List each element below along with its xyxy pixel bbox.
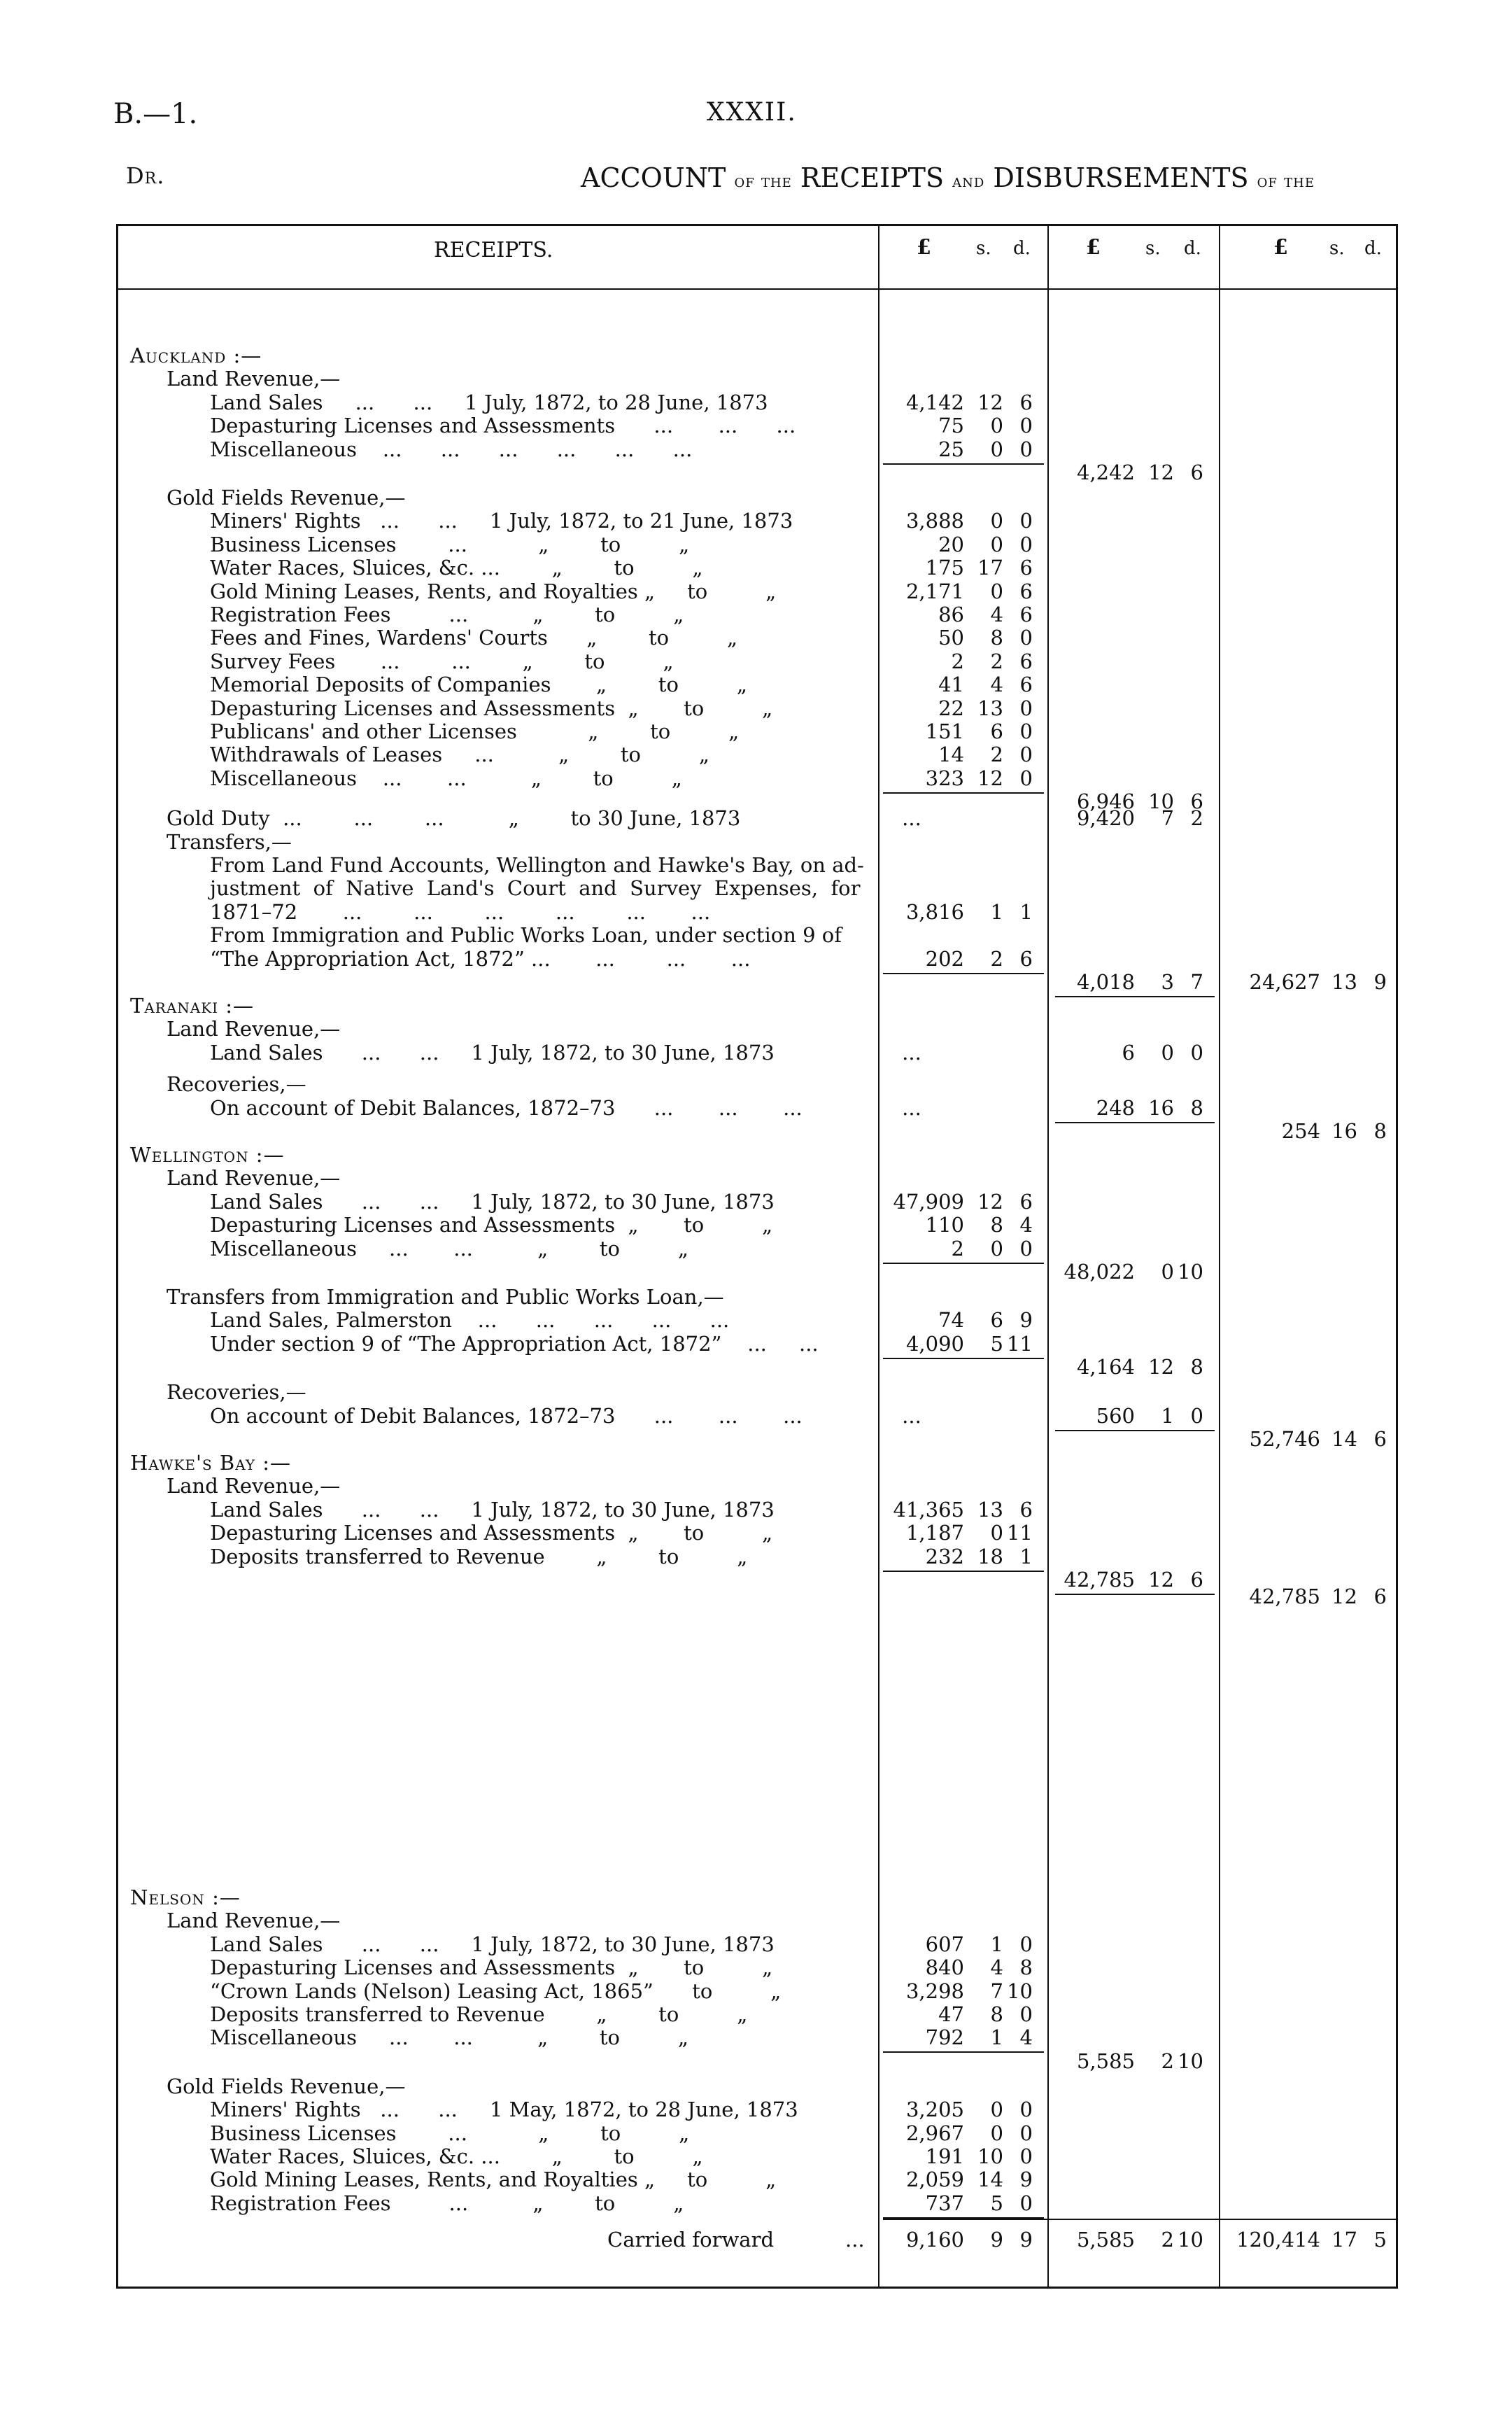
c3-pence-cell: 8 bbox=[1373, 1119, 1387, 1143]
line-item-label: Depasturing Licenses and Assessments „ to „ bbox=[210, 1955, 773, 1980]
line-item-label: Business Licenses ... „ to „ bbox=[210, 2121, 690, 2145]
line-item-label: Memorial Deposits of Companies „ to „ bbox=[210, 673, 747, 697]
c1-shillings-cell: 0 bbox=[990, 532, 1003, 556]
c1-pounds-cell: 2,171 bbox=[905, 579, 964, 603]
c1-shillings-cell: 0 bbox=[990, 509, 1003, 533]
c3-shillings-cell: 13 bbox=[1331, 970, 1357, 994]
c1-pounds-cell: 4,142 bbox=[905, 390, 964, 414]
c1-pounds-cell: 2,059 bbox=[905, 2168, 964, 2192]
c1-pence-cell: 8 bbox=[1019, 1955, 1033, 1980]
c1-pence-cell: 6 bbox=[1019, 556, 1033, 580]
c1-shillings-cell: 13 bbox=[977, 1497, 1003, 1522]
c3-shillings-cell: 14 bbox=[1331, 1427, 1357, 1451]
c1-pence-cell: 6 bbox=[1019, 673, 1033, 697]
c1-pence-cell: 0 bbox=[1019, 2002, 1033, 2026]
sum-rule bbox=[1055, 996, 1215, 997]
c1-pounds-cell: 41,365 bbox=[893, 1497, 964, 1522]
carried-forward-c3-shillings: 17 bbox=[1331, 2228, 1357, 2252]
c1-pounds-cell: 323 bbox=[925, 766, 964, 790]
c2-pounds-cell: 42,785 bbox=[1064, 1568, 1135, 1592]
c1-pounds-cell: 840 bbox=[925, 1955, 964, 1980]
category-heading: Land Revenue,— bbox=[167, 1017, 341, 1041]
line-item-label: Miscellaneous ... ... ... ... ... ... bbox=[210, 437, 693, 461]
c1-pence-cell: 6 bbox=[1019, 579, 1033, 603]
c1-pence-cell: 6 bbox=[1019, 390, 1033, 414]
c1-pounds-cell: 607 bbox=[925, 1932, 964, 1956]
c1-shillings-cell: 13 bbox=[977, 696, 1003, 720]
c2-shillings-cell: 0 bbox=[1161, 1040, 1174, 1065]
c1-pounds-cell: 792 bbox=[925, 2025, 964, 2050]
c1-pence-cell: 4 bbox=[1019, 2025, 1033, 2050]
line-item-label: Land Sales ... ... 1 July, 1872, to 30 June, 1873 bbox=[210, 1189, 775, 1214]
c2-shillings-cell: 16 bbox=[1148, 1095, 1174, 1120]
c1-pence-header: d. bbox=[1013, 238, 1031, 259]
c1-pence-cell: 0 bbox=[1019, 2098, 1033, 2122]
c2-pence-cell: 6 bbox=[1190, 461, 1203, 484]
c1-shillings-cell: 0 bbox=[990, 414, 1003, 438]
title-word: of the bbox=[1257, 171, 1315, 192]
line-item-label: Water Races, Sluices, &c. ... „ to „ bbox=[210, 2144, 703, 2168]
c2-shillings-cell: 2 bbox=[1161, 2049, 1174, 2073]
line-item-label: On account of Debit Balances, 1872–73 ... ... ... bbox=[210, 1095, 803, 1120]
c1-pence-cell: 11 bbox=[1007, 1331, 1033, 1356]
c1-pounds-cell: 3,205 bbox=[905, 2098, 964, 2122]
carried-forward-c3-pounds: 120,414 bbox=[1236, 2228, 1320, 2252]
column-rule bbox=[1047, 224, 1049, 2287]
c1-pence-cell: 0 bbox=[1019, 2191, 1033, 2215]
line-item-label: Miscellaneous ... ... „ to „ bbox=[210, 1236, 688, 1260]
c1-shillings-cell: 0 bbox=[990, 2098, 1003, 2122]
c1-shillings-cell: 5 bbox=[990, 2191, 1003, 2215]
line-item-label: “Crown Lands (Nelson) Leasing Act, 1865” to „ bbox=[210, 1979, 782, 2003]
c1-shillings-cell: 1 bbox=[990, 1932, 1003, 1956]
c2-pounds-cell: 9,420 bbox=[1076, 806, 1135, 831]
c2-pence-cell: 6 bbox=[1190, 789, 1203, 814]
c2-pounds-cell: 4,242 bbox=[1076, 461, 1135, 484]
line-item-label: Miners' Rights ... ... 1 May, 1872, to 28 June, 1873 bbox=[210, 2098, 798, 2122]
c1-pounds-cell: 191 bbox=[925, 2144, 964, 2168]
category-heading: Transfers,— bbox=[167, 829, 292, 854]
c3-pence-cell: 9 bbox=[1373, 970, 1387, 994]
section-heading: Auckland :— bbox=[130, 344, 262, 367]
c1-shillings-cell: 12 bbox=[977, 390, 1003, 414]
c1-pounds-cell: 22 bbox=[938, 696, 964, 720]
c2-shillings-cell: 12 bbox=[1148, 461, 1174, 484]
c1-shillings-cell: 0 bbox=[990, 579, 1003, 603]
side-label: Dr. bbox=[126, 162, 165, 189]
receipts-header: RECEIPTS. bbox=[434, 238, 553, 262]
sum-rule bbox=[883, 2217, 1044, 2219]
c1-pounds-cell: 1,187 bbox=[905, 1521, 964, 1545]
line-item-label: Under section 9 of “The Appropriation Act, 1872” ... ... bbox=[210, 1331, 819, 1356]
c3-pence-header: d. bbox=[1364, 238, 1382, 259]
line-item-label: Registration Fees ... „ to „ bbox=[210, 2191, 684, 2215]
c1-shillings-cell: 10 bbox=[977, 2144, 1003, 2168]
title-word: and bbox=[952, 171, 985, 192]
c1-pounds-cell: 14 bbox=[938, 743, 964, 767]
c1-pounds-cell: 47,909 bbox=[893, 1189, 964, 1214]
c1-pounds-cell: 4,090 bbox=[905, 1331, 964, 1356]
section-heading: Taranaki :— bbox=[130, 994, 255, 1018]
c1-shillings-cell: 2 bbox=[990, 946, 1003, 971]
c2-pounds-cell: 560 bbox=[1096, 1403, 1135, 1428]
c1-shillings-cell: 0 bbox=[990, 437, 1003, 461]
category-heading: Gold Fields Revenue,— bbox=[167, 2074, 406, 2098]
line-item-label: Survey Fees ... ... „ to „ bbox=[210, 649, 674, 673]
c1-pence-cell: 0 bbox=[1019, 437, 1033, 461]
c1-pounds-cell: 41 bbox=[938, 673, 964, 697]
c2-shillings-cell: 1 bbox=[1161, 1403, 1174, 1428]
header-rule bbox=[116, 288, 1396, 290]
line-item-label: Water Races, Sluices, &c. ... „ to „ bbox=[210, 556, 703, 580]
c1-pounds-cell: 75 bbox=[938, 414, 964, 438]
category-heading: Transfers from Immigration and Public Works Loan,— bbox=[167, 1285, 724, 1309]
c1-pence-cell: 0 bbox=[1019, 719, 1033, 743]
carried-forward-c1-pence: 9 bbox=[1019, 2228, 1033, 2252]
c2-pence-cell: 2 bbox=[1190, 806, 1203, 831]
c1-pence-cell: 1 bbox=[1019, 899, 1033, 924]
c1-shillings-cell: 8 bbox=[990, 2002, 1003, 2026]
carried-forward-dots: ... bbox=[845, 2228, 865, 2252]
c1-pounds-cell: 25 bbox=[938, 437, 964, 461]
c1-shillings-cell: 0 bbox=[990, 1521, 1003, 1545]
c1-shillings-cell: 17 bbox=[977, 556, 1003, 580]
carried-forward-c1-shillings: 9 bbox=[990, 2228, 1003, 2252]
c2-shillings-cell: 10 bbox=[1148, 789, 1174, 814]
c2-shillings-cell: 0 bbox=[1161, 1260, 1174, 1284]
carried-forward-c3-pence: 5 bbox=[1373, 2228, 1387, 2252]
category-heading: Land Revenue,— bbox=[167, 367, 341, 391]
line-item-label: Land Sales, Palmerston ... ... ... ... ... bbox=[210, 1308, 730, 1333]
carried-forward-c2-pence: 10 bbox=[1178, 2228, 1203, 2252]
c1-shillings-cell: 1 bbox=[990, 2025, 1003, 2050]
c1-pounds-cell: ... bbox=[902, 806, 921, 831]
c2-pence-cell: 10 bbox=[1178, 2049, 1203, 2073]
line-item-label: Land Sales ... ... 1 July, 1872, to 30 June, 1873 bbox=[210, 1497, 775, 1522]
c1-shillings-cell: 18 bbox=[977, 1544, 1003, 1568]
c1-pounds-cell: 3,816 bbox=[905, 899, 964, 924]
section-heading: Nelson :— bbox=[130, 1885, 241, 1909]
line-item-label: Depasturing Licenses and Assessments ... ... ... bbox=[210, 414, 796, 438]
c1-pounds-cell: ... bbox=[902, 1403, 921, 1428]
c1-pounds-header: £ bbox=[917, 235, 931, 260]
c2-pounds-header: £ bbox=[1086, 235, 1101, 260]
c1-pounds-cell: ... bbox=[902, 1095, 921, 1120]
c2-pounds-cell: 48,022 bbox=[1064, 1260, 1135, 1284]
c1-shillings-cell: 4 bbox=[990, 673, 1003, 697]
line-item-label: Registration Fees ... „ to „ bbox=[210, 603, 684, 626]
c2-pence-cell: 0 bbox=[1190, 1040, 1203, 1065]
title-word: RECEIPTS bbox=[800, 162, 945, 193]
c1-pence-cell: 0 bbox=[1019, 414, 1033, 438]
c1-pence-cell: 0 bbox=[1019, 509, 1033, 533]
line-item-label: Miscellaneous ... ... „ to „ bbox=[210, 2025, 688, 2050]
c1-pence-cell: 6 bbox=[1019, 1497, 1033, 1522]
page-number: XXXII. bbox=[707, 98, 797, 127]
c1-shillings-cell: 12 bbox=[977, 766, 1003, 790]
c1-shillings-cell: 6 bbox=[990, 1308, 1003, 1333]
c1-pounds-cell: 232 bbox=[925, 1544, 964, 1568]
c1-shillings-cell: 5 bbox=[990, 1331, 1003, 1356]
category-heading: Recoveries,— bbox=[167, 1072, 306, 1097]
c2-pence-cell: 0 bbox=[1190, 1403, 1203, 1428]
c1-pence-cell: 0 bbox=[1019, 766, 1033, 790]
c1-pounds-cell: 3,888 bbox=[905, 509, 964, 533]
section-heading: Hawke's Bay :— bbox=[130, 1451, 292, 1475]
c1-pence-cell: 11 bbox=[1007, 1521, 1033, 1545]
line-item-label: Fees and Fines, Wardens' Courts „ to „ bbox=[210, 626, 738, 650]
c1-pounds-cell: 86 bbox=[938, 603, 964, 626]
c1-pounds-cell: 2 bbox=[951, 1236, 964, 1260]
category-heading: Land Revenue,— bbox=[167, 1909, 341, 1933]
c1-shillings-cell: 0 bbox=[990, 2121, 1003, 2145]
c2-shillings-cell: 12 bbox=[1148, 1568, 1174, 1592]
c1-shillings-cell: 0 bbox=[990, 1236, 1003, 1260]
line-item-label: Depasturing Licenses and Assessments „ to „ bbox=[210, 1521, 773, 1545]
report-reference: B.—1. bbox=[113, 98, 198, 130]
c2-pounds-cell: 6,946 bbox=[1076, 789, 1135, 814]
c1-pounds-cell: 3,298 bbox=[905, 1979, 964, 2003]
c1-pence-cell: 4 bbox=[1019, 1213, 1033, 1237]
line-item-label: Withdrawals of Leases ... „ to „ bbox=[210, 743, 709, 767]
carried-forward-label: Carried forward bbox=[607, 2228, 775, 2252]
c1-pounds-cell: 2,967 bbox=[905, 2121, 964, 2145]
c3-pence-cell: 6 bbox=[1373, 1585, 1387, 1608]
c1-pounds-cell: 175 bbox=[925, 556, 964, 580]
section-heading: Wellington :— bbox=[130, 1143, 285, 1167]
carried-forward-c2-pounds: 5,585 bbox=[1076, 2228, 1135, 2252]
c2-pounds-cell: 248 bbox=[1096, 1095, 1135, 1120]
c2-pence-cell: 8 bbox=[1190, 1355, 1203, 1379]
c1-shillings-cell: 4 bbox=[990, 603, 1003, 626]
c1-pence-cell: 0 bbox=[1019, 743, 1033, 767]
line-item-label: Land Sales ... ... 1 July, 1872, to 28 June, 1873 bbox=[210, 390, 768, 414]
title-word: DISBURSEMENTS bbox=[993, 162, 1249, 193]
column-rule bbox=[1219, 224, 1220, 2287]
c3-pounds-cell: 24,627 bbox=[1249, 970, 1320, 994]
c1-pence-cell: 0 bbox=[1019, 2121, 1033, 2145]
line-item-label: Deposits transferred to Revenue „ to „ bbox=[210, 2002, 748, 2026]
c3-pounds-cell: 42,785 bbox=[1249, 1585, 1320, 1608]
line-item-label: Business Licenses ... „ to „ bbox=[210, 532, 690, 556]
title-word: of the bbox=[734, 171, 792, 192]
line-item-label: justment of Native Land's Court and Survey Expenses, for bbox=[210, 876, 861, 901]
c1-pounds-cell: 202 bbox=[925, 946, 964, 971]
c1-pounds-cell: 737 bbox=[925, 2191, 964, 2215]
c1-pounds-cell: 110 bbox=[925, 1213, 964, 1237]
c1-pence-cell: 0 bbox=[1019, 1236, 1033, 1260]
c2-shillings-cell: 7 bbox=[1161, 806, 1174, 831]
carried-forward-c1-pounds: 9,160 bbox=[905, 2228, 964, 2252]
category-heading: Land Revenue,— bbox=[167, 1474, 341, 1498]
line-item-label: From Immigration and Public Works Loan, under section 9 of bbox=[210, 923, 842, 948]
c2-pence-header: d. bbox=[1184, 238, 1201, 259]
line-item-label: Deposits transferred to Revenue „ to „ bbox=[210, 1544, 748, 1568]
c1-shillings-cell: 7 bbox=[990, 1979, 1003, 2003]
c1-pence-cell: 0 bbox=[1019, 1932, 1033, 1956]
c2-shillings-header: s. bbox=[1145, 238, 1161, 259]
line-item-label: “The Appropriation Act, 1872” ... ... ... ... bbox=[210, 946, 751, 971]
c3-pounds-cell: 52,746 bbox=[1249, 1427, 1320, 1451]
c1-shillings-cell: 2 bbox=[990, 743, 1003, 767]
c1-pounds-cell: 50 bbox=[938, 626, 964, 650]
c1-shillings-cell: 1 bbox=[990, 899, 1003, 924]
c1-pence-cell: 6 bbox=[1019, 946, 1033, 971]
line-item-label: From Land Fund Accounts, Wellington and Hawke's Bay, on ad- bbox=[210, 853, 864, 877]
c2-pounds-cell: 4,164 bbox=[1076, 1355, 1135, 1379]
category-heading: Recoveries,— bbox=[167, 1380, 306, 1405]
line-item-label: Miners' Rights ... ... 1 July, 1872, to 21 June, 1873 bbox=[210, 509, 793, 533]
c2-pence-cell: 10 bbox=[1178, 1260, 1203, 1284]
c1-shillings-cell: 12 bbox=[977, 1189, 1003, 1214]
c1-pence-cell: 9 bbox=[1019, 1308, 1033, 1333]
c2-pence-cell: 7 bbox=[1190, 970, 1203, 994]
line-item-label: On account of Debit Balances, 1872–73 ... ... ... bbox=[210, 1403, 803, 1428]
c3-shillings-header: s. bbox=[1329, 238, 1345, 259]
c1-shillings-cell: 6 bbox=[990, 719, 1003, 743]
c3-pounds-header: £ bbox=[1273, 235, 1288, 260]
c2-pence-cell: 8 bbox=[1190, 1095, 1203, 1120]
carried-forward-c2-shillings: 2 bbox=[1161, 2228, 1174, 2252]
c1-shillings-cell: 8 bbox=[990, 1213, 1003, 1237]
c1-pounds-cell: ... bbox=[902, 1040, 921, 1065]
c1-pence-cell: 6 bbox=[1019, 649, 1033, 673]
category-heading: Gold Fields Revenue,— bbox=[167, 486, 406, 510]
footer-rule bbox=[883, 2219, 1396, 2220]
line-item-label: Gold Mining Leases, Rents, and Royalties „ to „ bbox=[210, 579, 777, 603]
c2-pounds-cell: 5,585 bbox=[1076, 2049, 1135, 2073]
line-item-label: Land Sales ... ... 1 July, 1872, to 30 June, 1873 bbox=[210, 1040, 775, 1065]
c1-pence-cell: 6 bbox=[1019, 1189, 1033, 1214]
c1-shillings-cell: 14 bbox=[977, 2168, 1003, 2192]
c1-pence-cell: 9 bbox=[1019, 2168, 1033, 2192]
c1-pence-cell: 0 bbox=[1019, 2144, 1033, 2168]
line-item-label: Depasturing Licenses and Assessments „ to „ bbox=[210, 1213, 773, 1237]
c1-pence-cell: 1 bbox=[1019, 1544, 1033, 1568]
c1-pence-cell: 0 bbox=[1019, 532, 1033, 556]
line-item-label: 1871–72 ... ... ... ... ... ... bbox=[210, 899, 711, 924]
line-item-label: Publicans' and other Licenses „ to „ bbox=[210, 719, 740, 743]
category-heading: Gold Duty ... ... ... „ to 30 June, 1873 bbox=[167, 806, 741, 831]
line-item-label: Gold Mining Leases, Rents, and Royalties „ to „ bbox=[210, 2168, 777, 2192]
c3-shillings-cell: 12 bbox=[1331, 1585, 1357, 1608]
c1-shillings-cell: 8 bbox=[990, 626, 1003, 650]
line-item-label: Depasturing Licenses and Assessments „ to „ bbox=[210, 696, 773, 720]
c2-pounds-cell: 6 bbox=[1122, 1040, 1135, 1065]
c1-pounds-cell: 20 bbox=[938, 532, 964, 556]
c1-pounds-cell: 2 bbox=[951, 649, 964, 673]
category-heading: Land Revenue,— bbox=[167, 1166, 341, 1191]
c3-pence-cell: 6 bbox=[1373, 1427, 1387, 1451]
c1-pence-cell: 6 bbox=[1019, 603, 1033, 626]
c2-shillings-cell: 3 bbox=[1161, 970, 1174, 994]
c2-shillings-cell: 12 bbox=[1148, 1355, 1174, 1379]
c1-shillings-header: s. bbox=[976, 238, 991, 259]
title-word: ACCOUNT bbox=[581, 162, 726, 193]
c1-shillings-cell: 2 bbox=[990, 649, 1003, 673]
line-item-label: Land Sales ... ... 1 July, 1872, to 30 June, 1873 bbox=[210, 1932, 775, 1956]
c3-pounds-cell: 254 bbox=[1281, 1119, 1320, 1143]
c2-pounds-cell: 4,018 bbox=[1076, 970, 1135, 994]
c1-pounds-cell: 74 bbox=[938, 1308, 964, 1333]
c1-pounds-cell: 47 bbox=[938, 2002, 964, 2026]
line-item-label: Miscellaneous ... ... „ to „ bbox=[210, 766, 682, 790]
c1-pence-cell: 0 bbox=[1019, 696, 1033, 720]
c1-pence-cell: 10 bbox=[1007, 1979, 1033, 2003]
c1-shillings-cell: 4 bbox=[990, 1955, 1003, 1980]
c1-pence-cell: 0 bbox=[1019, 626, 1033, 650]
c3-shillings-cell: 16 bbox=[1331, 1119, 1357, 1143]
c1-pounds-cell: 151 bbox=[925, 719, 964, 743]
c2-pence-cell: 6 bbox=[1190, 1568, 1203, 1592]
